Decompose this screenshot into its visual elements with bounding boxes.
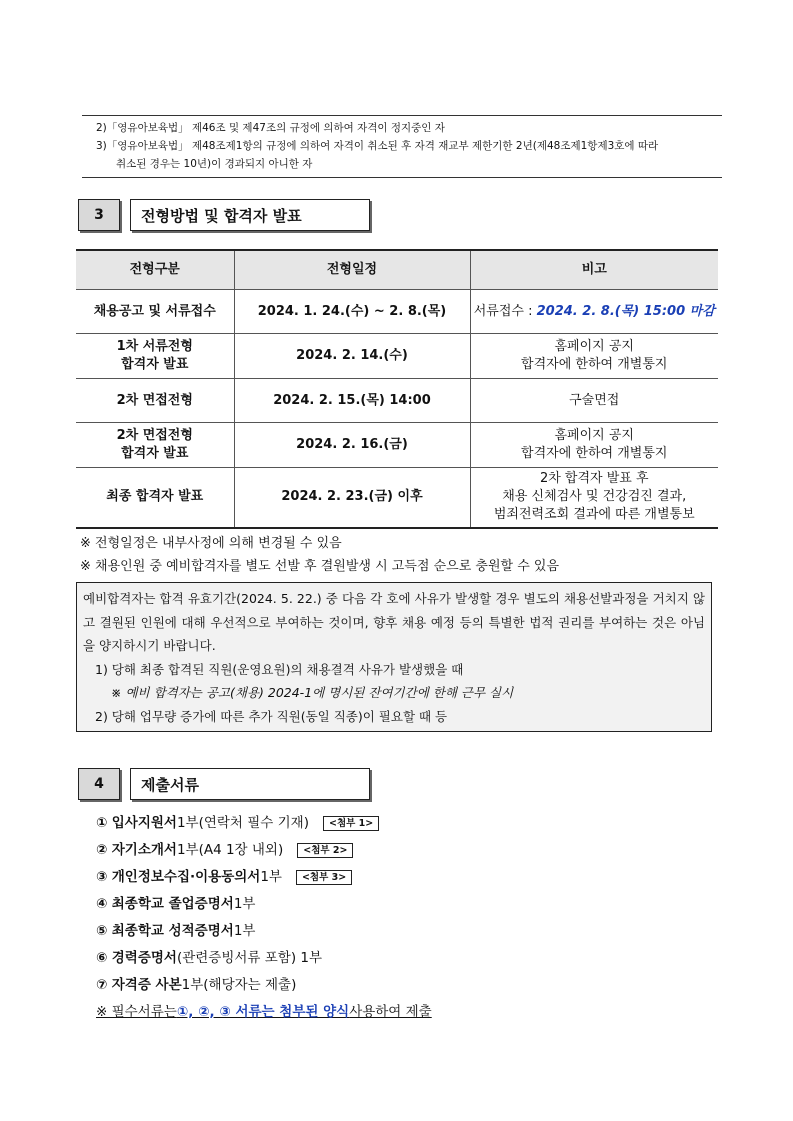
doc-detail: 1부(A4 1장 내외): [176, 842, 284, 858]
list-item: [96, 972, 432, 999]
stage-text: 채용공고 및 서류접수: [93, 303, 216, 319]
stage-text: 최종 합격자 발표: [106, 489, 204, 505]
item-number: ②: [96, 842, 108, 858]
schedule-notes: [80, 532, 559, 578]
note-text: 2차 합격자 발표 후: [539, 471, 649, 487]
note-text: 서류접수 :: [473, 303, 537, 319]
doc-detail: 1부(해당자는 제출): [181, 977, 297, 993]
header-note: 비고: [470, 250, 718, 290]
stage-cell: [76, 334, 234, 379]
doc-name: 자기소개서: [111, 842, 177, 858]
doc-name: 자격증 사본: [111, 977, 182, 993]
note-text: 구술면접: [569, 392, 620, 408]
stage-text: 2차 면접전형: [116, 428, 193, 443]
header-stage: 전형구분: [76, 250, 234, 290]
section-title: 전형방법 및 합격자 발표: [130, 199, 370, 231]
item-number: ⑥: [96, 950, 108, 966]
item-number: ①: [96, 815, 108, 831]
note-line: ※ 채용인원 중 예비합격자를 별도 선발 후 결원발생 시 고득점 순으로 충원할 수 있음: [80, 559, 560, 574]
list-item: [96, 810, 432, 837]
stage-cell: [76, 468, 234, 528]
item-number: ④: [96, 896, 108, 912]
doc-detail: 1부: [233, 923, 256, 939]
reserve-item: 1) 당해 최종 합격된 직원(운영요원)의 채용결격 사유가 발생했을 때: [95, 661, 464, 677]
note-text: 범죄전력조회 결과에 따른 개별통보: [493, 507, 695, 523]
doc-detail: 1부(연락처 필수 기재): [176, 815, 309, 831]
section-title: 제출서류: [130, 768, 370, 800]
item-number: ⑦: [96, 977, 108, 993]
note-prefix: ※ 필수서류는: [96, 1004, 177, 1020]
stage-text: 2차 면접전형: [116, 392, 193, 408]
list-item: [96, 945, 432, 972]
doc-name: 최종학교 성적증명서: [111, 923, 234, 939]
attachment-tag: <첨부 2>: [297, 843, 353, 858]
table-row: [76, 423, 718, 468]
list-item: [96, 864, 432, 891]
date-cell: 2024. 2. 16.(금): [234, 423, 470, 468]
note-text: 합격자에 한하여 개별통지: [521, 357, 668, 372]
stage-cell: [76, 423, 234, 468]
required-docs-note: [96, 999, 432, 1026]
note-cell: [470, 290, 718, 334]
date-cell: 2024. 2. 14.(수): [234, 334, 470, 379]
schedule-table: [76, 249, 718, 529]
stage-text: 합격자 발표: [121, 446, 189, 461]
date-cell: 2024. 2. 23.(금) 이후: [234, 468, 470, 528]
note-line: ※ 전형일정은 내부사정에 의해 변경될 수 있음: [80, 536, 342, 551]
disqualification-notes: [82, 115, 722, 178]
attachment-tag: <첨부 3>: [296, 870, 352, 885]
note-cell: [470, 334, 718, 379]
deadline-text: 2024. 2. 8.(목) 15:00 마감: [536, 303, 715, 319]
stage-text: 합격자 발표: [121, 357, 189, 372]
note-highlight: ①, ②, ③ 서류는 첨부된 양식: [176, 1004, 350, 1020]
table-header-row: [76, 250, 718, 290]
table-row: [76, 379, 718, 423]
list-item: [96, 891, 432, 918]
list-item: [96, 837, 432, 864]
date-cell: 2024. 2. 15.(목) 14:00: [234, 379, 470, 423]
date-cell: 2024. 1. 24.(수) ~ 2. 8.(목): [234, 290, 470, 334]
note-cell: [470, 423, 718, 468]
table-row: [76, 468, 718, 528]
section-number: 4: [78, 768, 120, 800]
note-cell: [470, 468, 718, 528]
note-text: 홈페이지 공지: [554, 428, 634, 443]
table-row: [76, 334, 718, 379]
table-row: [76, 290, 718, 334]
stage-cell: [76, 290, 234, 334]
stage-text: 1차 서류전형: [116, 339, 193, 354]
attachment-tag: <첨부 1>: [323, 816, 379, 831]
note-text: 합격자에 한하여 개별통지: [521, 446, 668, 461]
note-line: 취소된 경우는 10년)이 경과되지 아니한 자: [116, 158, 313, 170]
header-date: 전형일정: [234, 250, 470, 290]
doc-name: 입사지원서: [111, 815, 177, 831]
doc-detail: 1부: [260, 869, 282, 885]
note-line: 3)「영유아보육법」 제48조제1항의 규정에 의하여 자격이 취소된 후 자격 재교부 제한기한 2년(제48조제1항제3호에 따라: [96, 140, 659, 152]
list-item: [96, 918, 432, 945]
doc-detail: 1부: [233, 896, 256, 912]
stage-cell: [76, 379, 234, 423]
reserve-item-note: ※ 예비 합격자는 공고(채용) 2024-1에 명시된 잔여기간에 한해 근무 실시: [111, 685, 514, 700]
reserve-candidate-box: [76, 582, 712, 732]
doc-name: 최종학교 졸업증명서: [111, 896, 234, 912]
doc-detail: (관련증빙서류 포함) 1부: [176, 950, 323, 966]
note-text: 채용 신체검사 및 건강검진 결과,: [502, 489, 687, 505]
doc-name: 경력증명서: [111, 950, 177, 966]
note-line: 2)「영유아보육법」 제46조 및 제47조의 규정에 의하여 자격이 정지중인 자: [96, 122, 445, 134]
doc-name: 개인정보수집·이용동의서: [111, 869, 261, 885]
reserve-item: 2) 당해 업무량 증가에 따른 추가 직원(동일 직종)이 필요할 때 등: [95, 708, 448, 724]
reserve-paragraph: 예비합격자는 합격 유효기간(2024. 5. 22.) 중 다음 각 호에 사유가 발생할 경우 별도의 채용선발과정을 거치지 않고 결원된 인원에 대해 우선적으로 부여하는 것이며, 향후 채용 예정 등의 특별한 법적 권리를 부여하는 것은 아님을 양지하시기 바랍니다.: [83, 591, 705, 653]
note-text: 홈페이지 공지: [554, 339, 634, 354]
section-number: 3: [78, 199, 120, 231]
item-number: ⑤: [96, 923, 108, 939]
note-cell: [470, 379, 718, 423]
note-suffix: 사용하여 제출: [349, 1004, 432, 1020]
document-list: [96, 810, 432, 1026]
item-number: ③: [96, 869, 108, 885]
